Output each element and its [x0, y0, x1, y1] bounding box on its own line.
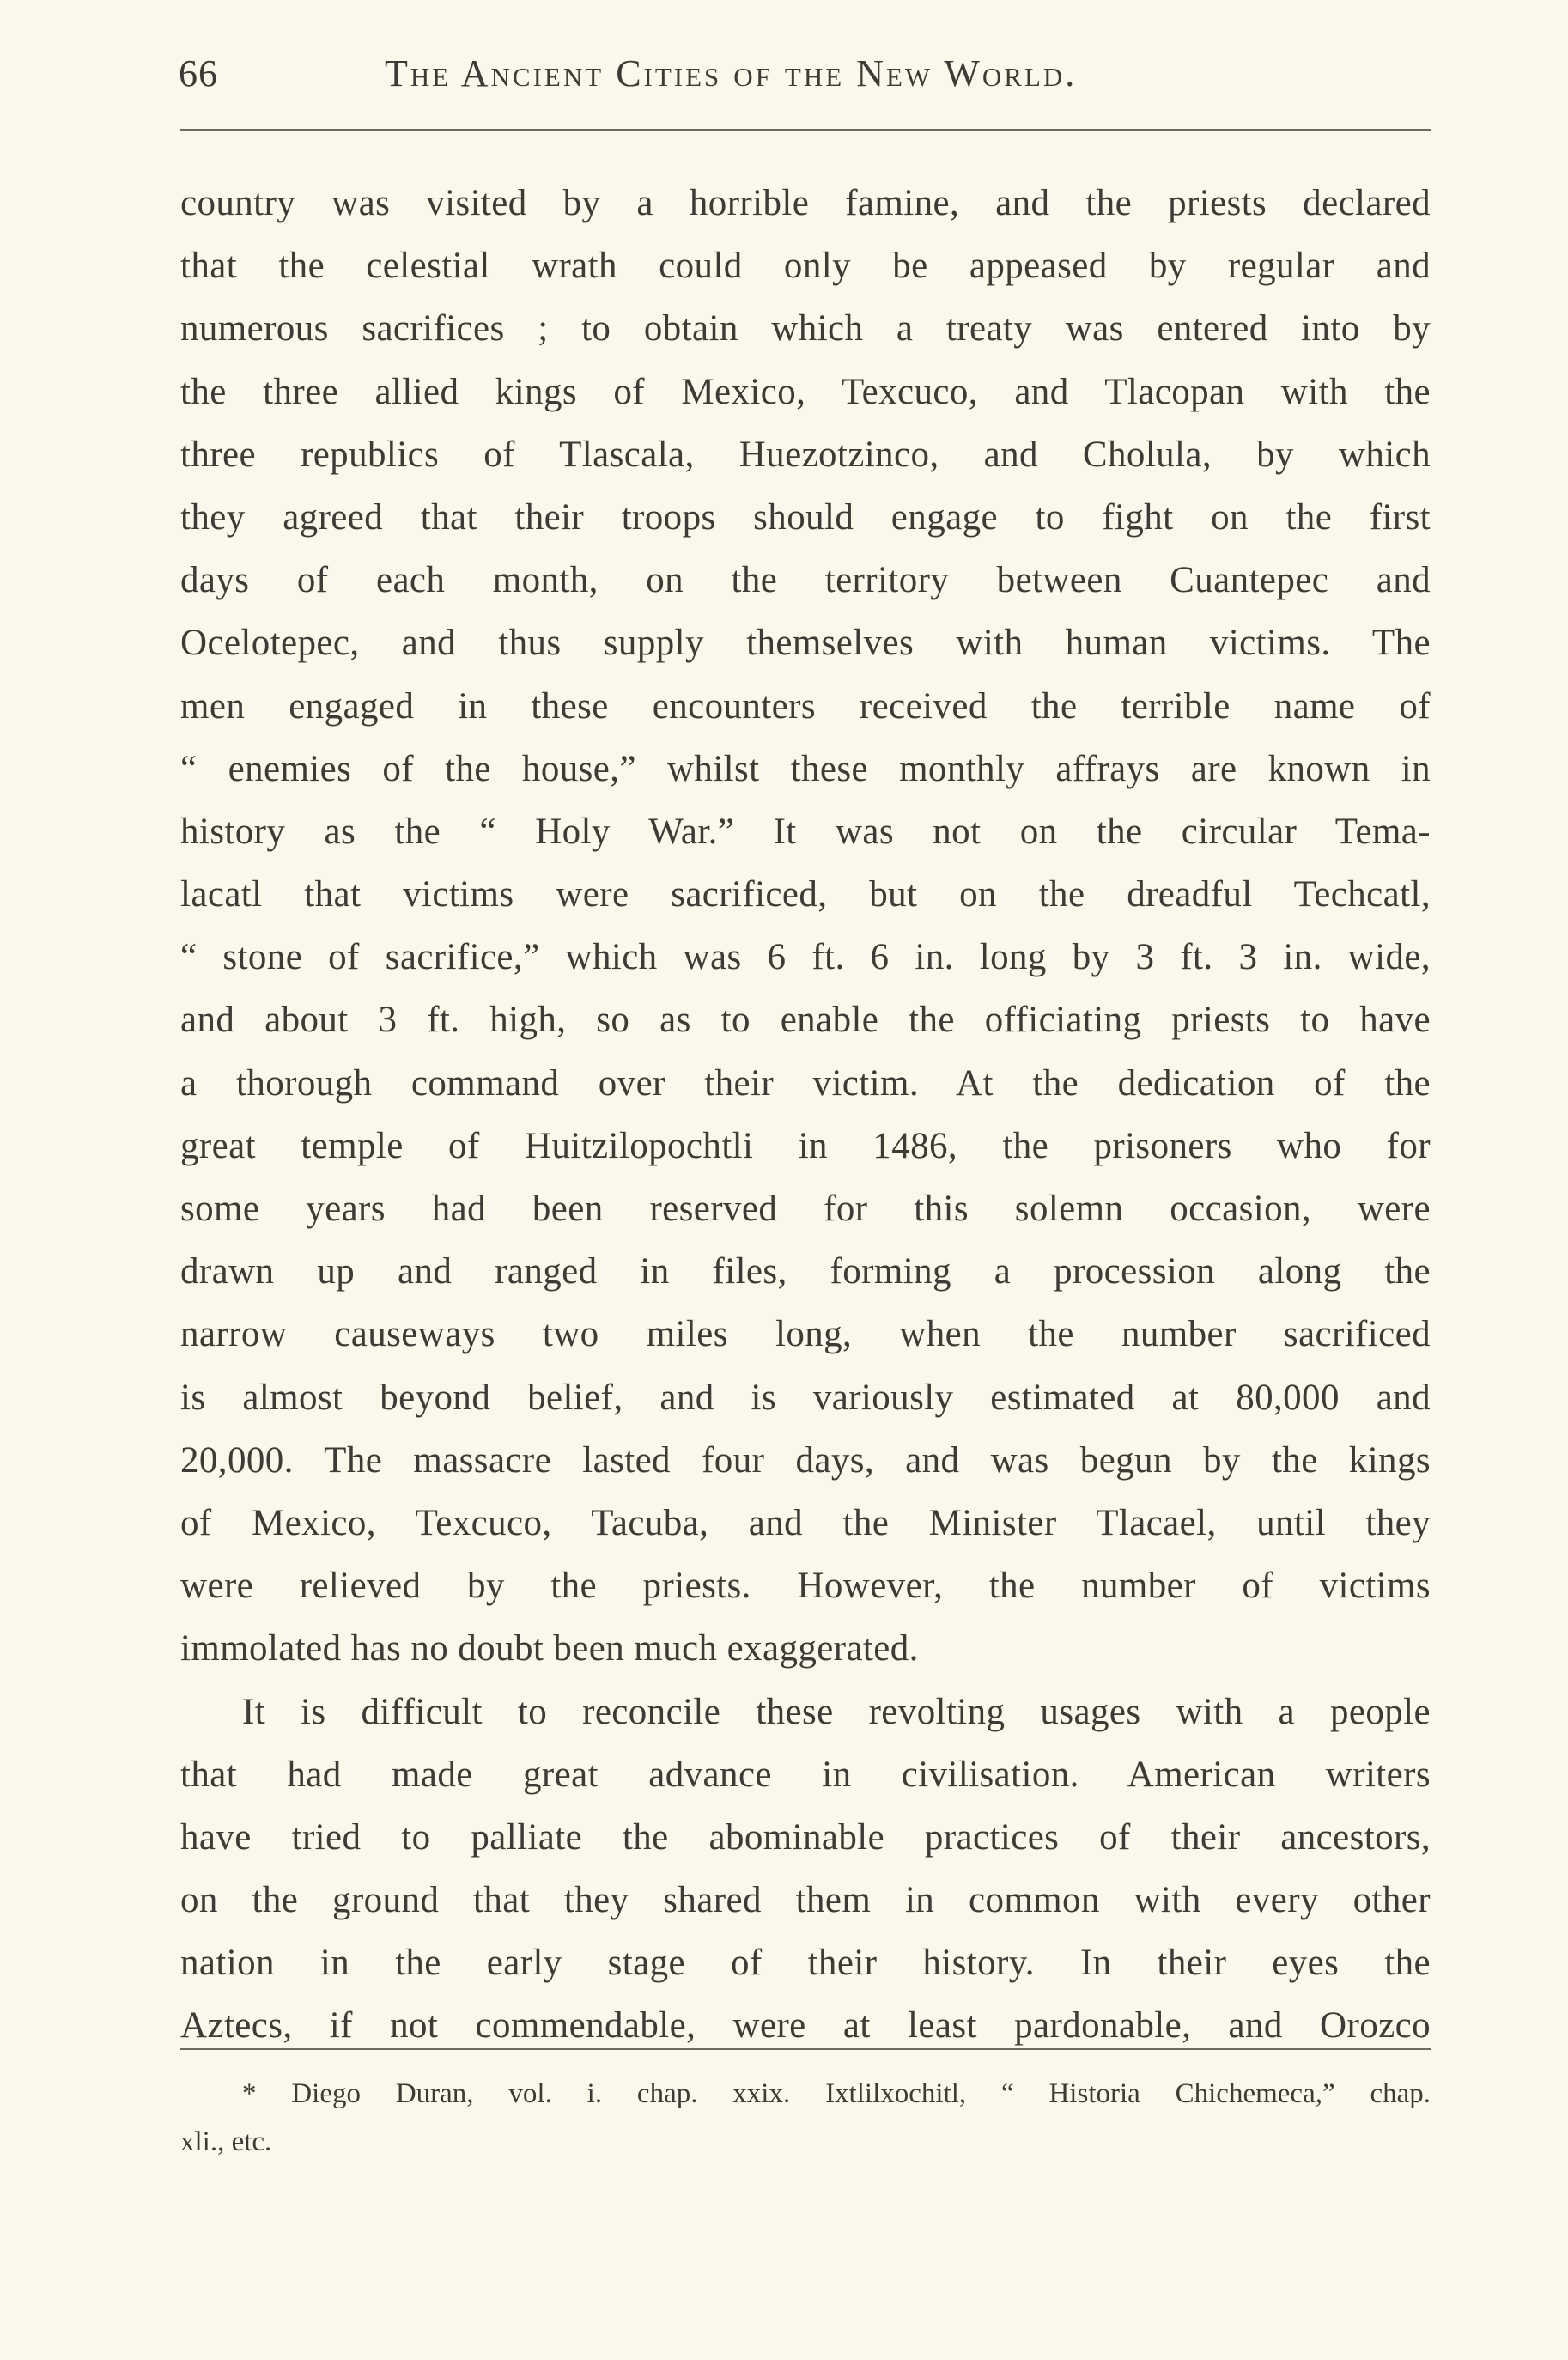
footnote-line: xli., etc.: [180, 2126, 272, 2157]
text-line: of Mexico, Texcuco, Tacuba, and the Minister Tlacael, until they: [180, 1502, 1431, 1543]
text-line: on the ground that they shared them in common with every other: [180, 1880, 1431, 1921]
text-line: and about 3 ft. high, so as to enable the officiating priests to have: [180, 1000, 1431, 1041]
text-line: three republics of Tlascala, Huezotzinco, and Cholula, by which: [180, 434, 1431, 475]
body-text: [180, 172, 1431, 2058]
page-number: 66: [179, 52, 218, 94]
text-line: a thorough command over their victim. At the dedication of the: [180, 1062, 1431, 1104]
text-line: numerous sacrifices ; to obtain which a treaty was entered into by: [180, 308, 1431, 350]
text-line: that had made great advance in civilisation. American writers: [180, 1754, 1431, 1795]
text-line: great temple of Huitzilopochtli in 1486, the prisoners who for: [180, 1125, 1431, 1166]
text-line: days of each month, on the territory between Cuantepec and: [180, 560, 1431, 601]
text-line: they agreed that their troops should engage to fight on the first: [180, 496, 1431, 538]
text-line: lacatl that victims were sacrificed, but on the dreadful Techcatl,: [180, 874, 1431, 915]
text-line: country was visited by a horrible famine, and the priests declared: [180, 183, 1431, 223]
text-line: the three allied kings of Mexico, Texcuco, and Tlacopan with the: [180, 371, 1431, 412]
text-line: men engaged in these encounters received the terrible name of: [180, 685, 1431, 727]
text-line: were relieved by the priests. However, the number of victims: [180, 1566, 1431, 1607]
text-line: some years had been reserved for this solemn occasion, were: [180, 1189, 1431, 1229]
paragraph-end-line: immolated has no doubt been much exaggerated.: [180, 1628, 919, 1670]
text-line: that the celestial wrath could only be appeased by regular and: [180, 246, 1431, 287]
footnote: [180, 2070, 1431, 2166]
footnote-line: * Diego Duran, vol. i. chap. xxix. Ixtlilxochitl, “ Historia Chichemeca,” chap.: [242, 2078, 1431, 2109]
paragraph-start-line: It is difficult to reconcile these revolting usages with a people: [242, 1691, 1431, 1732]
text-line: Ocelotepec, and thus supply themselves with human victims. The: [180, 623, 1431, 664]
page-header: [179, 52, 1429, 103]
text-line: history as the “ Holy War.” It was not on the circular Tema-: [180, 811, 1431, 852]
text-line: is almost beyond belief, and is variously estimated at 80,000 and: [180, 1377, 1431, 1418]
text-line: “ stone of sacrifice,” which was 6 ft. 6 in. long by 3 ft. 3 in. wide,: [180, 937, 1431, 978]
text-line: Aztecs, if not commendable, were at least pardonable, and Orozco: [180, 2005, 1431, 2047]
text-line: 20,000. The massacre lasted four days, and was begun by the kings: [180, 1439, 1431, 1481]
footnote-rule: [180, 2048, 1431, 2050]
text-line: narrow causeways two miles long, when the number sacrificed: [180, 1314, 1431, 1355]
header-rule: [180, 129, 1431, 131]
text-line: have tried to palliate the abominable practices of their ancestors,: [180, 1816, 1431, 1858]
text-line: drawn up and ranged in files, forming a procession along the: [180, 1251, 1431, 1293]
text-line: nation in the early stage of their history. In their eyes the: [180, 1943, 1431, 1984]
running-title: The Ancient Cities of the New World.: [385, 52, 1078, 94]
text-line: “ enemies of the house,” whilst these monthly affrays are known in: [180, 748, 1431, 789]
